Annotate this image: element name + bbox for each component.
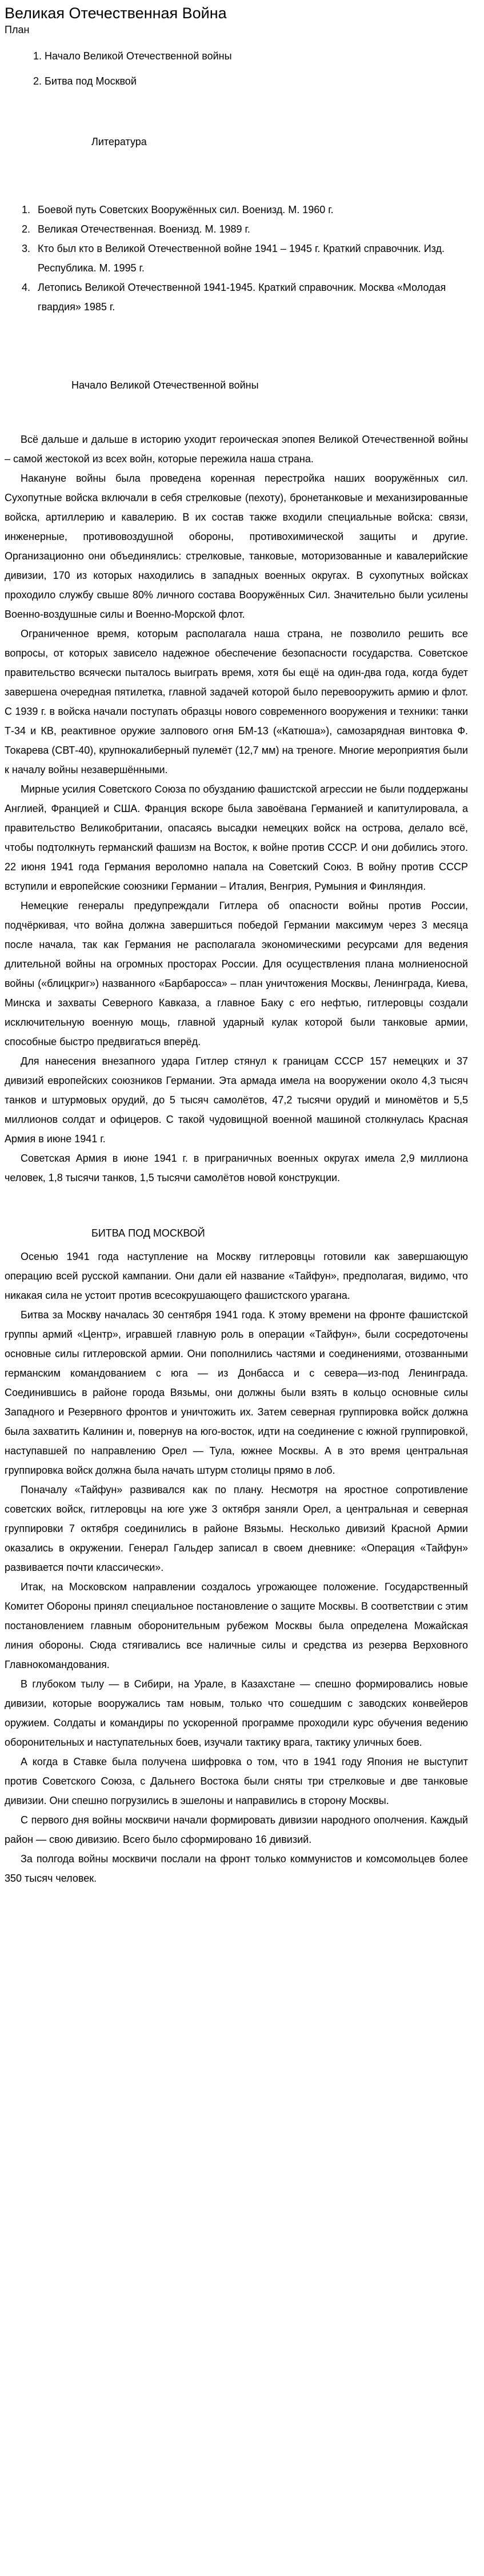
literature-item-text: Летопись Великой Отечественной 1941-1945. Краткий справочник. Москва «Молодая гвардия» 1985 г. <box>38 282 446 313</box>
plan-item: 2. Битва под Москвой <box>33 75 137 87</box>
paragraph: Ограниченное время, которым располагала наша страна, не позволило решить все вопросы, от которых зависело надежное обеспечение безопасности государства. Советское правительство всячески пыталось выиграть время, хотя бы ещё на один-два года, когда будет завершена очередная пятилетка, главной задачей которой было перевооружить армию и флот. С 1939 г. в войска начали поступать образцы нового современного вооружения и техники: танки Т-34 и КВ, реактивное оружие залпового огня БМ-13 («Катюша»), самозарядная винтовка Ф. Токарева (СВТ-40), крупнокалиберный пулемёт (12,7 мм) на треноге. Многие мероприятия были к началу войны незавершёнными. <box>5 628 468 775</box>
paragraph: В глубоком тылу — в Сибири, на Урале, в Казахстане — спешно формировались новые дивизии, которые вооружались там новым, только что сошедшим с заводских конвейеров оружием. Солдаты и командиры по ускоренной программе проходили курс обучения ведению оборонительных и наступательных боев, изучали тактику врага, тактику уличных боев. <box>5 1678 468 1748</box>
plan-label: План <box>5 24 30 35</box>
chapter1-body <box>5 430 468 1187</box>
literature-item-text: Боевой путь Советских Вооружённых сил. Военизд. М. 1960 г. <box>38 204 334 215</box>
paragraph: Для нанесения внезапного удара Гитлер стянул к границам СССР 157 немецких и 37 дивизий европейских союзников Германии. Эта армада имела на вооружении около 4,3 тысяч танков и штурмовых орудий, до 5 тысяч самолётов, 47,2 тысячи орудий и миномётов и 5,5 миллионов солдат и офицеров. С такой чудовищной военной машиной столкнулась Красная Армия в июне 1941 г. <box>5 1055 468 1145</box>
paragraph: Мирные усилия Советского Союза по обузданию фашистской агрессии не были поддержаны Англией, Францией и США. Франция вскоре была завоёвана Германией и капитулировала, а правительство Великобритании, опасаясь высадки немецких войск на острова, делало всё, чтобы подтолкнуть германский фашизм на Восток, к войне против СССР. И они добились этого. 22 июня 1941 года Германия вероломно напала на Советский Союз. В войну против СССР вступили и европейские союзники Германии – Италия, Венгрия, Румыния и Финляндия. <box>5 783 468 892</box>
paragraph: А когда в Ставке была получена шифровка о том, что в 1941 году Япония не выступит против Советского Союза, с Дальнего Востока были сняты три стрелковые и две танковые дивизии. Они спешно погрузились в эшелоны и направились в сторону Москвы. <box>5 1756 468 1806</box>
chapter2-title: БИТВА ПОД МОСКВОЙ <box>91 1227 205 1239</box>
section-spacer <box>5 1187 484 1226</box>
literature-item-number: 1. <box>22 204 31 215</box>
literature-item <box>22 219 455 239</box>
paragraph: Битва за Москву началась 30 сентября 1941 года. К этому времени на фронте фашистской группы армий «Центр», игравшей главную роль в операции «Тайфун», были сосредоточены основные силы гитлеровской армии. Они пополнились частями и соединениями, отозванными германским командованием с юга — из Донбасса и с севера—из-под Ленинграда. Соединившись в районе города Вязьмы, они должны были взять в кольцо основные силы Западного и Резервного фронтов и уничтожить их. Затем северная группировка войск должна была захватить Калинин и, повернув на юго-восток, идти на соединение с южной группировкой, наступавшей по направлению Орел — Тула, южнее Москвы. А в это время центральная группировка войск должна была начать штурм столицы прямо в лоб. <box>5 1309 468 1476</box>
literature-item-text: Кто был кто в Великой Отечественной войне 1941 – 1945 г. Краткий справочник. Изд. Республика. М. 1995 г. <box>38 243 445 274</box>
literature-item <box>22 239 455 278</box>
paragraph: Накануне войны была проведена коренная перестройка наших вооружённых сил. Сухопутные войска включали в себя стрелковые (пехоту), бронетанковые и механизированные войска, артиллерию и кавалерию. В их состав также входили специальные войска: связи, инженерные, противовоздушной обороны, противохимической защиты и другие. Организационно они объединялись: стрелковые, танковые, моторизованные и кавалерийские дивизии, 170 из которых находились в западных военных округах. В сухопутных войсках проходило службу свыше 80% личного состава Вооружённых Сил. Значительно были усилены Военно-воздушные силы и Военно-Морской флот. <box>5 473 468 620</box>
plan-list <box>33 49 484 88</box>
literature-item-text: Великая Отечественная. Военизд. М. 1989 г. <box>38 223 250 235</box>
paragraph: Осенью 1941 года наступление на Москву гитлеровцы готовили как завершающую операцию всей русской кампании. Они дали ей название «Тайфун», предполагая, видимо, что никакая сила не устоит против всесокрушающего фашистского урагана. <box>5 1251 468 1301</box>
plan-item: 1. Начало Великой Отечественной войны <box>33 50 232 62</box>
literature-item-number: 2. <box>22 223 31 235</box>
chapter2-body <box>5 1247 468 1888</box>
paragraph: Советская Армия в июне 1941 г. в приграничных военных округах имела 2,9 миллиона человек, 1,8 тысячи танков, 1,5 тысячи самолётов новой конструкции. <box>5 1153 468 1183</box>
paragraph: Всё дальше и дальше в историю уходит героическая эпопея Великой Отечественной войны – самой жестокой из всех войн, которые пережила наша страна. <box>5 434 468 465</box>
literature-item-number: 3. <box>22 243 31 254</box>
literature-item-number: 4. <box>22 282 31 293</box>
paragraph: Немецкие генералы предупреждали Гитлера об опасности войны против России, подчёркивая, что война должна завершиться победой Германии максимум через 3 месяца после начала, так как Германия не располагала экономическими ресурсами для ведения длительной войны на огромных просторах России. Для осуществления плана молниеносной войны («блицкриг») названного «Барбаросса» – план уничтожения Москвы, Ленинграда, Киева, Минска и захваты Северного Кавказа, а главное Баку с его нефтью, гитлеровцы создали исключительную военную мощь, главной ударный кулак которой были танковые армии, способные быстро предвигаться вперёд. <box>5 900 468 1047</box>
literature-item <box>22 200 455 219</box>
literature-item <box>22 278 455 317</box>
chapter1-title: Начало Великой Отечественной войны <box>71 379 259 391</box>
paragraph: С первого дня войны москвичи начали формировать дивизии народного ополчения. Каждый район — свою дивизию. Всего было сформировано 16 дивизий. <box>5 1814 468 1845</box>
paragraph: Поначалу «Тайфун» развивался как по плану. Несмотря на яростное сопротивление советских войск, гитлеровцы на юге уже 3 октября заняли Орел, а центральная и северная группировки 7 октября соединились в районе Вязьмы. Несколько дивизий Красной Армии оказались в окружении. Генерал Гальдер записал в своем дневнике: «Операция «Тайфун» развивается почти классически». <box>5 1484 468 1573</box>
literature-list <box>22 200 455 317</box>
paragraph: Итак, на Московском направлении создалось угрожающее положение. Государственный Комитет Обороны принял специальное постановление о защите Москвы. В соответствии с этим постановлением главным оборонительным рубежом Москвы была определена Можайская линия обороны. Сюда стягивались все наличные силы и средства из резерва Верховного Главнокомандования. <box>5 1581 468 1670</box>
literature-title: Литература <box>91 136 147 147</box>
document-title: Великая Отечественная Война <box>5 5 227 22</box>
paragraph: За полгода войны москвичи послали на фронт только коммунистов и комсомольцев более 350 тысяч человек. <box>5 1853 468 1884</box>
